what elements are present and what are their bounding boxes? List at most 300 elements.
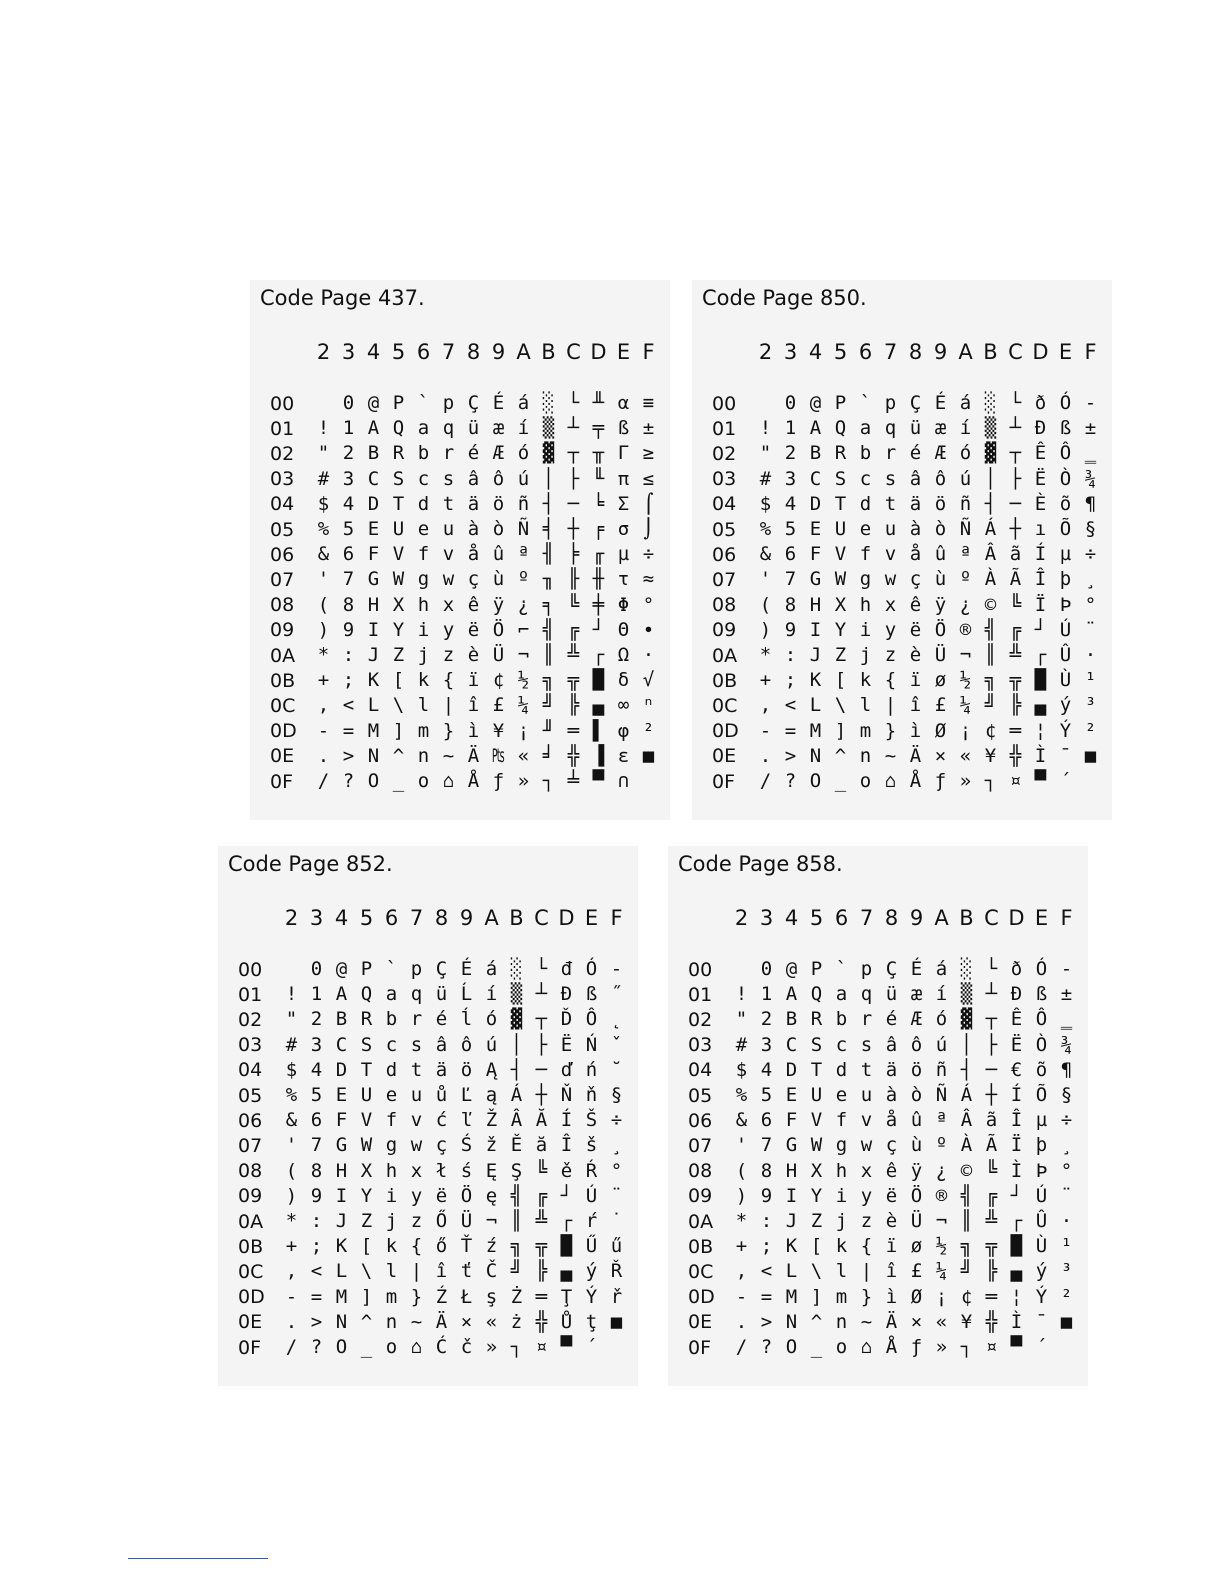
char-cell: š	[585, 1134, 598, 1157]
char-cell: Ę	[485, 1159, 498, 1182]
char-cell: q	[860, 983, 873, 1006]
char-cell: $	[735, 1058, 748, 1081]
char-cell: R	[810, 1008, 823, 1031]
char-cell: *	[735, 1210, 748, 1232]
char-cell: {	[860, 1235, 873, 1258]
char-cell: ┴	[567, 417, 580, 440]
char-cell: ä	[885, 1058, 898, 1081]
char-cell: ¨	[1084, 618, 1097, 641]
column-header: 3	[783, 340, 798, 364]
char-cell: &	[735, 1109, 748, 1132]
row-label: 07	[712, 568, 737, 591]
char-cell: &	[759, 543, 772, 566]
char-cell: -	[735, 1285, 748, 1308]
char-cell: │	[960, 1033, 973, 1056]
char-cell: #	[285, 1033, 298, 1056]
char-cell: ┘	[1034, 618, 1047, 641]
char-cell: ∩	[617, 770, 630, 792]
char-cell: ý	[1059, 694, 1072, 717]
char-cell: ô	[492, 467, 505, 490]
char-cell: ─	[1009, 492, 1022, 515]
char-cell: a	[385, 983, 398, 1006]
row-label: 0E	[270, 745, 295, 768]
char-cell: +	[759, 669, 772, 692]
char-cell: ß	[617, 417, 630, 440]
char-cell: q	[410, 983, 423, 1006]
column-header: D	[558, 906, 575, 930]
char-cell: A	[367, 417, 380, 440]
char-cell: Õ	[1035, 1084, 1048, 1106]
char-cell: ë	[435, 1184, 448, 1207]
char-cell: m	[417, 719, 430, 742]
char-cell: ã	[1009, 543, 1022, 566]
row-label: 00	[688, 958, 713, 981]
char-cell: π	[617, 467, 630, 490]
char-cell: x	[860, 1159, 873, 1182]
char-cell: w	[442, 568, 455, 591]
char-cell: 3	[342, 467, 355, 490]
row-label: 0F	[270, 770, 294, 793]
char-cell: ⌂	[410, 1336, 423, 1358]
char-cell: C	[335, 1033, 348, 1056]
char-cell: c	[835, 1033, 848, 1056]
char-cell: %	[735, 1084, 748, 1106]
char-cell: ,	[759, 694, 772, 717]
char-cell: 0	[784, 392, 797, 414]
char-cell: ┤	[960, 1058, 973, 1081]
char-cell: «	[485, 1310, 498, 1333]
char-cell: ´	[1059, 770, 1072, 792]
char-cell: Þ	[1059, 593, 1072, 616]
char-cell: '	[759, 568, 772, 591]
char-cell: -	[285, 1285, 298, 1308]
char-cell: Ë	[1010, 1033, 1023, 1056]
char-cell: É	[492, 392, 505, 414]
char-cell: ─	[985, 1058, 998, 1081]
char-cell: è	[885, 1210, 898, 1232]
char-cell: Ò	[1059, 467, 1072, 490]
char-cell: 4	[342, 492, 355, 515]
char-cell: ╛	[542, 744, 555, 767]
char-cell: 7	[342, 568, 355, 591]
row-label: 0C	[712, 694, 738, 717]
char-cell: ¥	[492, 719, 505, 742]
column-header: 6	[858, 340, 873, 364]
char-cell: m	[859, 719, 872, 742]
char-cell: ╘	[592, 492, 605, 515]
char-cell: §	[1060, 1084, 1073, 1106]
char-cell	[279, 957, 304, 982]
char-cell: ╦	[535, 1235, 548, 1258]
row-label: 08	[688, 1160, 713, 1183]
char-cell: ■	[642, 744, 655, 767]
char-cell: ┤	[510, 1058, 523, 1081]
char-cell: U	[834, 518, 847, 540]
char-cell: D	[367, 492, 380, 515]
char-cell: ù	[934, 568, 947, 591]
char-cell: ¡	[935, 1285, 948, 1308]
char-cell: T	[834, 492, 847, 515]
char-cell: ˝	[610, 983, 623, 1006]
char-cell: ═	[535, 1285, 548, 1308]
char-cell: ¤	[535, 1336, 548, 1358]
char-cell: ?	[760, 1336, 773, 1358]
char-cell: D	[785, 1058, 798, 1081]
char-cell: ²	[1060, 1285, 1073, 1308]
char-cell: %	[317, 518, 330, 540]
char-cell: J	[785, 1210, 798, 1232]
char-cell: i	[859, 618, 872, 641]
char-cell: Ì	[1010, 1159, 1023, 1182]
char-cell: ˛	[610, 1008, 623, 1031]
char-cell: 1	[310, 983, 323, 1006]
char-cell: ð	[1034, 392, 1047, 414]
char-cell: ß	[585, 983, 598, 1006]
char-cell: y	[860, 1184, 873, 1207]
char-cell: Å	[909, 770, 922, 792]
char-cell: S	[392, 467, 405, 490]
char-cell: ;	[310, 1235, 323, 1258]
char-cell: m	[385, 1285, 398, 1308]
char-cell: [	[834, 669, 847, 692]
char-cell: G	[335, 1134, 348, 1157]
char-cell: S	[810, 1033, 823, 1056]
char-cell: ±	[642, 417, 655, 440]
char-cell: ÿ	[492, 593, 505, 616]
char-cell: ő	[435, 1235, 448, 1258]
char-cell: ê	[467, 593, 480, 616]
char-cell: Q	[360, 983, 373, 1006]
char-cell: ╒	[592, 518, 605, 540]
char-cell: ≤	[642, 467, 655, 490]
char-cell: á	[517, 392, 530, 414]
char-cell: Ř	[610, 1260, 623, 1283]
char-cell: ╦	[567, 669, 580, 692]
char-cell: n	[835, 1310, 848, 1333]
char-cell: §	[1084, 518, 1097, 540]
char-cell: M	[809, 719, 822, 742]
char-cell: Ď	[560, 1008, 573, 1031]
char-cell: ┌	[1010, 1210, 1023, 1232]
char-cell: ╪	[592, 593, 605, 616]
char-cell: Ä	[885, 1310, 898, 1333]
char-cell: V	[392, 543, 405, 566]
char-cell: â	[885, 1033, 898, 1056]
char-cell: °	[1084, 593, 1097, 616]
char-cell: ö	[910, 1058, 923, 1081]
char-cell: ý	[585, 1260, 598, 1283]
char-cell: ^	[360, 1310, 373, 1333]
char-cell: j	[835, 1210, 848, 1232]
char-cell: ÷	[1084, 543, 1097, 566]
char-cell: â	[467, 467, 480, 490]
char-cell: K	[335, 1235, 348, 1258]
char-cell: ⌂	[442, 770, 455, 792]
char-cell: ▓	[510, 1008, 523, 1031]
column-header: 3	[341, 340, 356, 364]
char-cell: o	[859, 770, 872, 792]
column-header: F	[610, 906, 623, 930]
char-cell: ┼	[535, 1084, 548, 1106]
row-label: 08	[712, 594, 737, 617]
char-cell: ¼	[517, 694, 530, 717]
char-cell: ╠	[1009, 694, 1022, 717]
char-cell: ¬	[517, 644, 530, 666]
row-label: 0D	[712, 720, 739, 743]
column-header: 6	[384, 906, 399, 930]
char-cell: ÷	[642, 543, 655, 566]
char-cell: ╠	[567, 694, 580, 717]
char-cell: u	[884, 518, 897, 540]
char-cell: v	[884, 543, 897, 566]
char-cell: t	[410, 1058, 423, 1081]
char-cell: d	[417, 492, 430, 515]
char-cell: >	[342, 744, 355, 767]
column-header: 7	[883, 340, 898, 364]
char-cell: Ä	[909, 744, 922, 767]
char-cell: =	[310, 1285, 323, 1308]
char-cell: ť	[460, 1260, 473, 1283]
char-cell: ‗	[1060, 1008, 1073, 1031]
char-cell: ┬	[1009, 442, 1022, 465]
row-label: 01	[712, 417, 737, 440]
char-cell: ╣	[960, 1184, 973, 1207]
char-cell: a	[859, 417, 872, 440]
char-cell: Ž	[485, 1109, 498, 1132]
char-cell: Z	[834, 644, 847, 666]
char-cell: ¤	[985, 1336, 998, 1358]
column-header: E	[1058, 340, 1073, 364]
char-cell: ó	[959, 442, 972, 465]
char-cell: µ	[1035, 1109, 1048, 1132]
char-cell: 5	[784, 518, 797, 540]
column-header: 2	[284, 906, 299, 930]
char-cell: h	[417, 593, 430, 616]
char-cell: ╬	[985, 1310, 998, 1333]
char-cell: ú	[517, 467, 530, 490]
footnote-separator-line	[128, 1558, 268, 1559]
row-label: 0E	[238, 1311, 263, 1334]
char-cell: e	[859, 518, 872, 540]
char-cell: Ü	[460, 1210, 473, 1232]
char-cell: s	[860, 1033, 873, 1056]
row-label: 04	[712, 493, 737, 516]
char-cell: ├	[985, 1033, 998, 1056]
char-cell: µ	[1059, 543, 1072, 566]
char-cell: »	[517, 770, 530, 792]
char-cell: │	[542, 467, 555, 490]
char-cell: ┘	[1010, 1184, 1023, 1207]
char-cell: í	[935, 983, 948, 1006]
char-cell: ƒ	[910, 1336, 923, 1358]
char-cell: ▀	[1034, 770, 1047, 792]
code-page-437-panel	[250, 280, 670, 820]
row-label: 05	[238, 1084, 263, 1107]
row-label: 05	[712, 518, 737, 541]
column-header: 5	[833, 340, 848, 364]
char-cell: t	[884, 492, 897, 515]
char-cell: "	[735, 1008, 748, 1031]
row-label: 00	[238, 958, 263, 981]
char-cell: ª	[517, 543, 530, 566]
char-cell: ╦	[985, 1235, 998, 1258]
char-cell: Ï	[1034, 593, 1047, 616]
char-cell: n	[859, 744, 872, 767]
char-cell: #	[735, 1033, 748, 1056]
char-cell: ¶	[1060, 1058, 1073, 1081]
char-cell: ∞	[617, 694, 630, 717]
char-cell: ¾	[1060, 1033, 1073, 1056]
char-cell: 6	[310, 1109, 323, 1132]
char-cell: r	[884, 442, 897, 465]
char-cell: ░	[960, 958, 973, 980]
column-header: A	[516, 340, 531, 364]
char-cell: 5	[342, 518, 355, 540]
row-label: 09	[688, 1185, 713, 1208]
char-cell: U	[360, 1084, 373, 1106]
char-cell: F	[809, 543, 822, 566]
column-header: E	[584, 906, 599, 930]
char-cell: U	[392, 518, 405, 540]
char-cell: ╢	[542, 543, 555, 566]
char-cell: V	[834, 543, 847, 566]
char-cell: Ç	[885, 958, 898, 980]
char-cell: p	[884, 392, 897, 414]
char-cell: ř	[610, 1285, 623, 1308]
char-cell: 4	[310, 1058, 323, 1081]
char-cell: ┐	[960, 1336, 973, 1358]
char-cell: ë	[885, 1184, 898, 1207]
char-cell: Î	[560, 1134, 573, 1157]
char-cell: ^	[392, 744, 405, 767]
char-cell: Æ	[492, 442, 505, 465]
char-cell: ╓	[592, 543, 605, 566]
char-cell: ¦	[1034, 719, 1047, 742]
char-cell: B	[335, 1008, 348, 1031]
char-cell: ╦	[1009, 669, 1022, 692]
char-cell: ï	[467, 669, 480, 692]
char-cell: z	[884, 644, 897, 666]
row-label: 0F	[688, 1336, 712, 1359]
char-cell: F	[367, 543, 380, 566]
row-label: 06	[238, 1109, 263, 1132]
char-cell: ┤	[542, 492, 555, 515]
char-cell: ┘	[592, 618, 605, 641]
char-cell: ń	[585, 1058, 598, 1081]
char-cell: ?	[784, 770, 797, 792]
row-label: 06	[270, 543, 295, 566]
char-cell: W	[810, 1134, 823, 1157]
char-cell: σ	[617, 518, 630, 540]
char-cell: ]	[360, 1285, 373, 1308]
char-cell: Ń	[585, 1033, 598, 1056]
column-header: F	[1060, 906, 1073, 930]
char-cell: E	[785, 1084, 798, 1106]
char-cell: Ä	[435, 1310, 448, 1333]
char-cell: ±	[1084, 417, 1097, 440]
char-cell: :	[342, 644, 355, 666]
char-cell: ç	[909, 568, 922, 591]
char-cell: ÿ	[934, 593, 947, 616]
char-cell: A	[809, 417, 822, 440]
char-cell: b	[835, 1008, 848, 1031]
row-label: 0E	[712, 745, 737, 768]
char-cell: Í	[1010, 1084, 1023, 1106]
char-cell: ©	[960, 1159, 973, 1182]
char-cell: b	[859, 442, 872, 465]
char-cell: ╕	[542, 593, 555, 616]
char-cell: ¤	[1009, 770, 1022, 792]
char-cell: N	[809, 744, 822, 767]
char-cell: ƒ	[492, 770, 505, 792]
char-cell: ¹	[1060, 1235, 1073, 1258]
char-cell: ╩	[985, 1210, 998, 1232]
char-cell: 9	[310, 1184, 323, 1207]
char-cell: ¢	[984, 719, 997, 742]
column-header: 9	[909, 906, 924, 930]
char-cell: ½	[517, 669, 530, 692]
column-header: B	[983, 340, 998, 364]
char-cell: Ñ	[959, 518, 972, 540]
char-cell: ˘	[610, 1058, 623, 1081]
char-cell: ⌠	[642, 492, 655, 515]
char-cell: e	[417, 518, 430, 540]
char-cell: £	[910, 1260, 923, 1283]
char-cell: ¿	[517, 593, 530, 616]
char-cell: ú	[959, 467, 972, 490]
column-header: 9	[491, 340, 506, 364]
char-cell: Ş	[510, 1159, 523, 1182]
char-cell: !	[285, 983, 298, 1006]
char-cell: ╝	[960, 1260, 973, 1283]
char-cell: à	[909, 518, 922, 540]
char-cell: J	[335, 1210, 348, 1232]
char-cell: y	[410, 1184, 423, 1207]
char-cell: Æ	[910, 1008, 923, 1031]
column-header: 6	[416, 340, 431, 364]
char-cell: Ŕ	[585, 1159, 598, 1182]
char-cell: ^	[810, 1310, 823, 1333]
char-cell: ~	[884, 744, 897, 767]
char-cell: ^	[834, 744, 847, 767]
char-cell: Ê	[1010, 1008, 1023, 1031]
char-cell: ł	[435, 1159, 448, 1182]
row-label: 06	[712, 543, 737, 566]
char-cell: ╚	[985, 1159, 998, 1182]
char-cell: n	[385, 1310, 398, 1333]
char-cell: 7	[784, 568, 797, 591]
char-cell: 1	[760, 983, 773, 1006]
char-cell: (	[759, 593, 772, 616]
char-cell: Ω	[617, 644, 630, 666]
char-cell: ╣	[510, 1184, 523, 1207]
char-cell: ò	[492, 518, 505, 540]
char-cell: @	[367, 392, 380, 414]
char-cell: a	[835, 983, 848, 1006]
char-cell: Ż	[510, 1285, 523, 1308]
char-cell: s	[410, 1033, 423, 1056]
row-label: 0B	[712, 669, 738, 692]
char-cell: è	[467, 644, 480, 666]
char-cell: ź	[485, 1235, 498, 1258]
column-header: A	[934, 906, 949, 930]
row-label: 00	[270, 392, 295, 415]
char-cell: V	[810, 1109, 823, 1132]
char-cell: å	[885, 1109, 898, 1132]
char-cell: b	[385, 1008, 398, 1031]
char-cell: B	[809, 442, 822, 465]
char-cell: ¢	[960, 1285, 973, 1308]
